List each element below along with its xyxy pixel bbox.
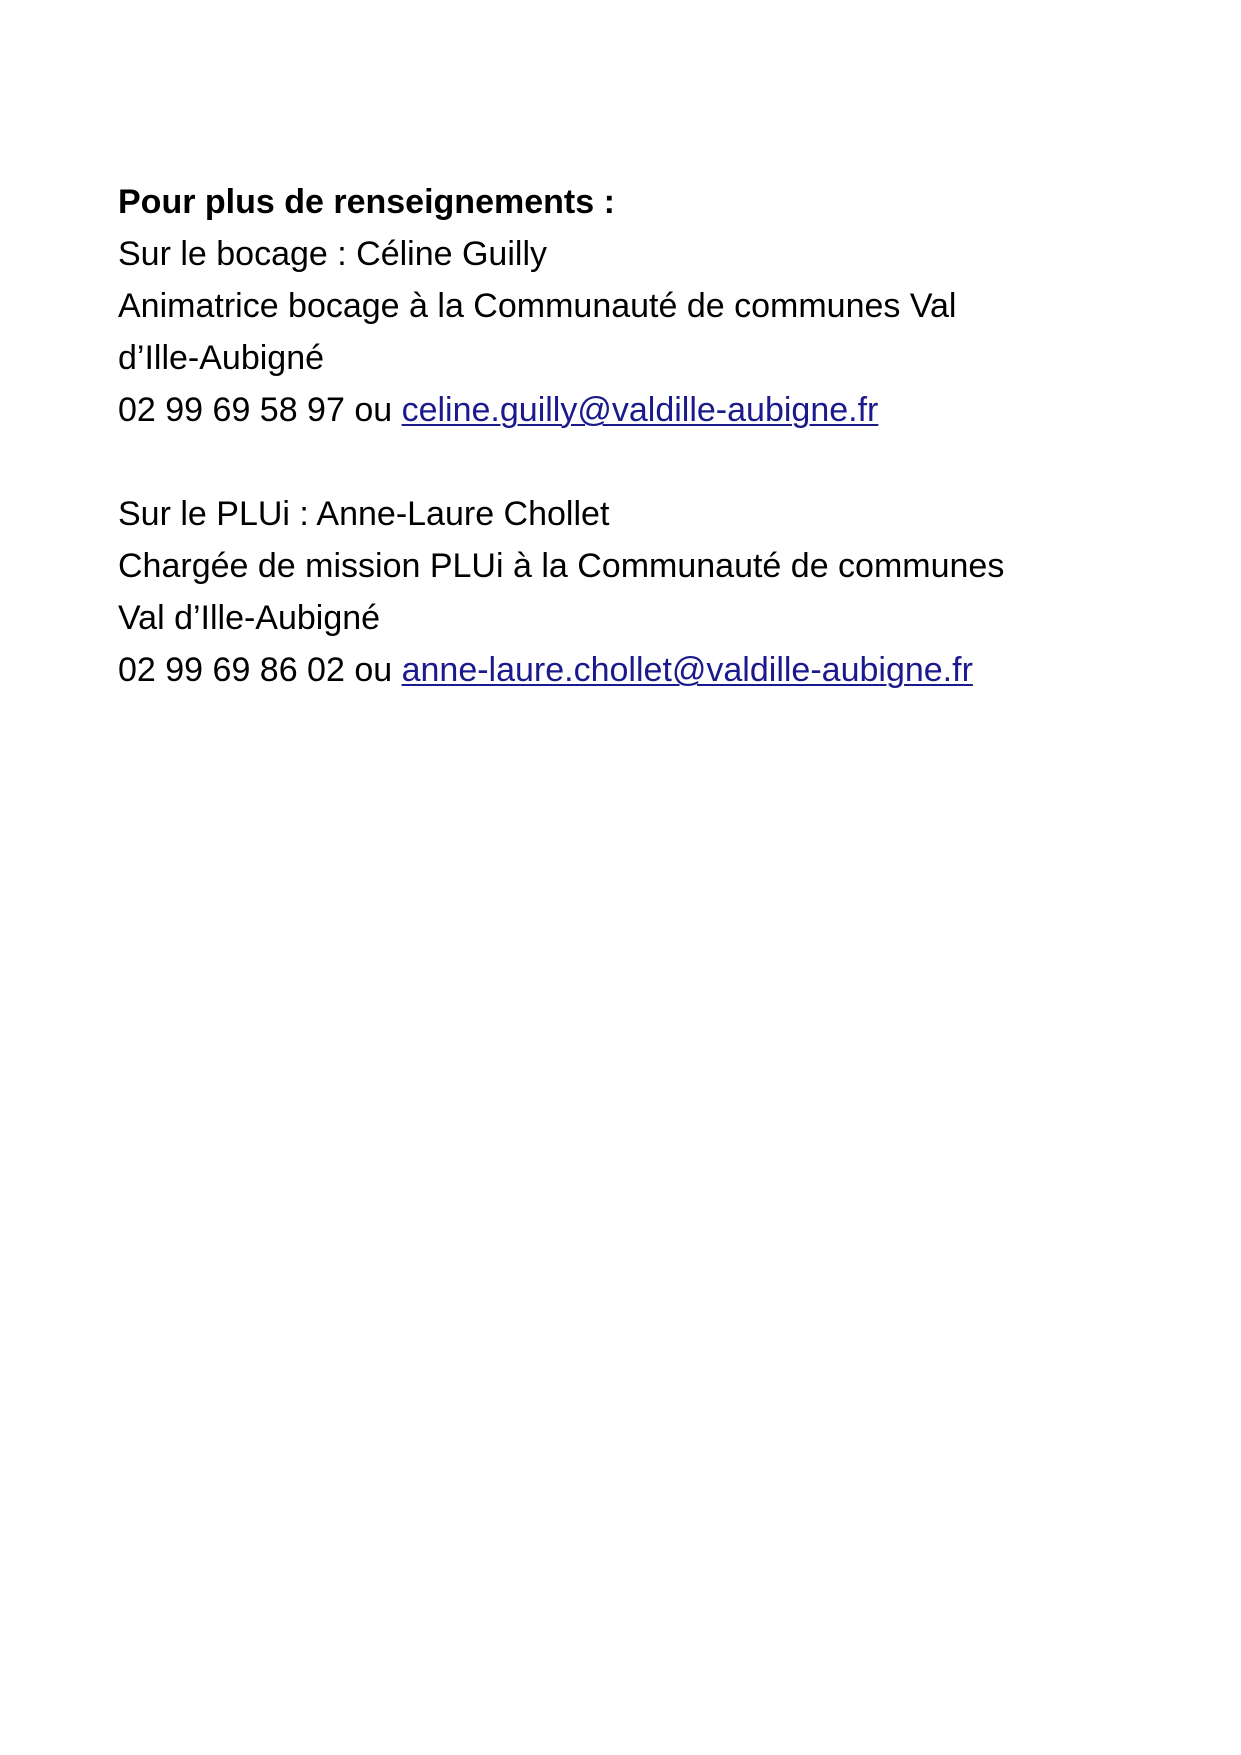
contact-role-line: Animatrice bocage à la Communauté de communes Val	[118, 287, 957, 325]
phone-number: 02 99 69 86 02 ou	[118, 651, 402, 689]
contact-role-line: d’Ille-Aubigné	[118, 339, 325, 377]
spacer	[118, 436, 1138, 488]
contact-phone-line	[118, 644, 1138, 696]
contact-topic-line: Sur le PLUi : Anne-Laure Chollet	[118, 495, 610, 533]
contact-topic-line: Sur le bocage : Céline Guilly	[118, 235, 548, 273]
contact-role-line: Val d’Ille-Aubigné	[118, 599, 381, 637]
email-link[interactable]: celine.guilly@valdille-aubigne.fr	[401, 391, 879, 429]
section-heading: Pour plus de renseignements :	[118, 183, 615, 221]
contact-block-bocage	[118, 228, 1138, 436]
contact-phone-line	[118, 384, 1138, 436]
phone-number: 02 99 69 58 97 ou	[118, 391, 402, 429]
contact-role-line: Chargée de mission PLUi à la Communauté de communes	[118, 547, 1005, 585]
contact-info-section	[118, 176, 1138, 696]
contact-block-plui	[118, 488, 1138, 696]
email-link[interactable]: anne-laure.chollet@valdille-aubigne.fr	[401, 651, 973, 689]
